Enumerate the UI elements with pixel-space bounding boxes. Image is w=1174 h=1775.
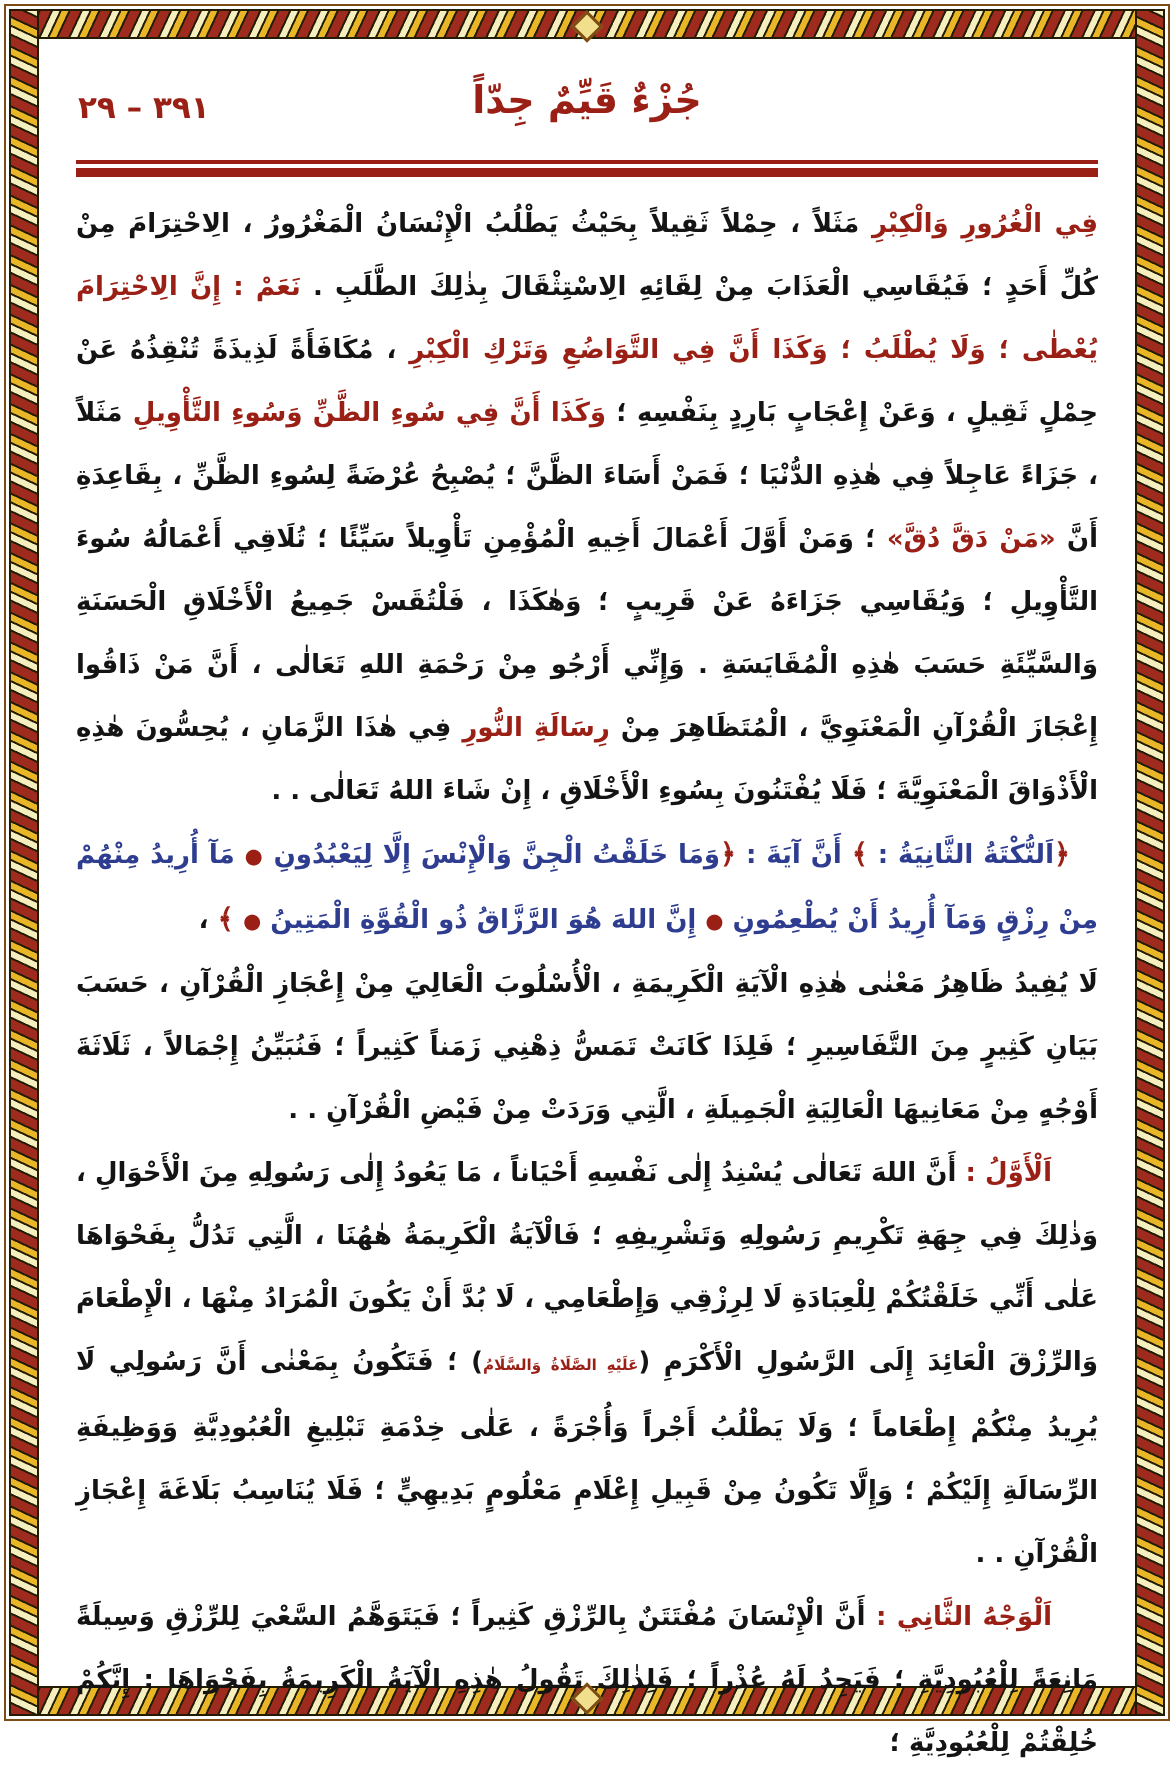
text-segment: إِنَّ اللهَ هُوَ الرَّزَّاقُ ذُو الْقُوَّةِ الْمَتِينُ [261, 905, 706, 935]
paragraph-second-point-verse [76, 823, 1098, 953]
text-segment: ، مُكَافَأَةً لَذِيذَةً تُنْقِذُهُ عَنْ حِمْلٍ ثَقِيلٍ ، وَعَنْ إِعْجَابٍ بَارِدٍ بِنَفْسِهِ ؛ [76, 335, 1098, 428]
text-segment: اَلْأَوَّلُ : [956, 1158, 1053, 1188]
text-segment: وَكَذَا أَنَّ فِي سُوءِ الظَّنِّ وَسُوءِ التَّأْوِيلِ [132, 398, 607, 428]
paragraph-pride-and-arrogance [76, 193, 1098, 823]
body-text [76, 193, 1098, 1775]
page-header [76, 68, 1098, 152]
text-segment: مَثَلاً ، جَزَاءً عَاجِلاً فِي هٰذِهِ الدُّنْيَا ؛ فَمَنْ أَسَاءَ الظَّنَّ ؛ يُصْبِحُ عُرْضَةً لِسُوءِ الظَّنِّ ، بِقَاعِدَةِ أَنَّ [76, 398, 1099, 554]
text-segment: نَعَمْ : إِنَّ الِاحْتِرَامَ يُعْطٰى ؛ وَلَا يُطْلَبُ ؛ وَكَذَا أَنَّ فِي التَّوَاضُعِ وَتَرْكِ الْكِبْرِ [76, 272, 1098, 365]
text-segment: أَنَّ آيَةَ : [736, 840, 852, 870]
ornate-close-bracket-icon: ﴾ [851, 839, 868, 870]
paragraph-second-aspect [76, 1586, 1098, 1775]
ornate-close-bracket-icon: ﴾ [217, 904, 244, 935]
text-segment: أَنَّ الْإِنْسَانَ مُفْتَتَنٌ بِالرِّزْقِ كَثِيراً ؛ فَيَتَوَهَّمُ السَّعْيَ لِلرِّزْقِ وَسِيلَةً مَانِعَةً لِلْعُبُودِيَّةِ ؛ فَيَجِدُ لَهُ عُذْراً ؛ فَلِذٰلِكَ تَقُولُ هٰذِهِ الْآيَةُ الْكَرِيمَةُ بِفَحْوَاهَا : إِنَّكُمْ خُلِقْتُمْ لِلْعُبُودِيَّةِ ؛ [76, 1602, 1098, 1758]
page-title: جُزْءٌ قَيِّمٌ جِدّاً [472, 78, 702, 122]
page-number: ٣٩١ – ٢٩ [78, 90, 210, 126]
text-segment: مَآ أُرِيدُ مِنْهُمْ مِنْ رِزْقٍ وَمَآ أُرِيدُ أَنْ يُطْعِمُونِ [76, 840, 1098, 935]
paragraph-first-aspect [76, 1142, 1098, 1586]
text-segment: ) ؛ فَتَكُونُ بِمَعْنٰى أَنَّ رَسُولِي لَا يُرِيدُ مِنْكُمْ إِطْعَاماً ؛ وَلَا يَطْلُبُ أَجْراً وَأُجْرَةً ، عَلٰى خِدْمَةِ تَبْلِيغِ الْعُبُودِيَّةِ وَوَظِيفَةِ الرِّسَالَةِ إِلَيْكُمْ ؛ وَإِلَّا تَكُونُ مِنْ قَبِيلِ إِعْلَامِ مَعْلُومٍ بَدِيهِيٍّ ؛ فَلَا يُنَاسِبُ بَلَاغَةَ إِعْجَازِ الْقُرْآنِ . . [76, 1347, 1098, 1569]
text-segment: مَثَلاً ، حِمْلاً ثَقِيلاً بِحَيْثُ يَطْلُبُ الْإِنْسَانُ الْمَغْرُورُ ، الِاحْتِرَامَ مِنْ كُلِّ أَحَدٍ ؛ فَيُقَاسِي الْعَذَابَ مِنْ لِقَائِهِ الِاسْتِثْقَالَ بِذٰلِكَ الطَّلَبِ . [76, 209, 1098, 302]
frame-border-left [9, 9, 39, 1716]
header-divider-thin-line [76, 160, 1098, 164]
frame-border-right [1135, 9, 1165, 1716]
header-divider [76, 160, 1098, 177]
text-segment: لَا يُفِيدُ ظَاهِرُ مَعْنٰى هٰذِهِ الْآيَةِ الْكَرِيمَةِ ، الْأُسْلُوبَ الْعَالِيَ مِنْ إِعْجَازِ الْقُرْآنِ ، حَسَبَ بَيَانِ كَثِيرٍ مِنَ التَّفَاسِيرِ ؛ فَلِذَا كَانَتْ تَمَسُّ ذِهْنِي زَمَناً كَثِيراً ؛ فَنُبَيِّنُ إِجْمَالاً ، ثَلَاثَةَ أَوْجُهٍ مِنْ مَعَانِيهَا الْعَالِيَةِ الْجَمِيلَةِ ، الَّتِي وَرَدَتْ مِنْ فَيْضِ الْقُرْآنِ . . [76, 969, 1098, 1125]
text-segment: رِسَالَةِ النُّورِ [462, 713, 610, 743]
text-segment: وَمَا خَلَقْتُ الْجِنَّ وَالْإِنْسَ إِلَّا لِيَعْبُدُونِ [263, 840, 721, 870]
ornate-open-bracket-icon: ﴿ [1053, 839, 1070, 870]
salawat-seal: عَلَيْهِ الصَّلَاةُ وَالسَّلَامُ [483, 1356, 639, 1374]
ayah-rosette-icon: ● [243, 844, 264, 868]
page-content [76, 68, 1099, 1758]
ayah-rosette-icon: ● [705, 909, 724, 933]
text-segment: اَلنُّكْتَةُ الثَّانِيَةُ : [867, 840, 1054, 870]
ornate-open-bracket-icon: ﴿ [720, 839, 737, 870]
text-segment: ، [198, 905, 218, 935]
text-segment: فِي هٰذَا الزَّمَانِ ، يُحِسُّونَ هٰذِهِ الْأَذْوَاقَ الْمَعْنَوِيَّةَ ؛ فَلَا يُفْتَنُونَ بِسُوءِ الْأَخْلَاقِ ، إِنْ شَاءَ اللهُ تَعَالٰى . . [76, 713, 1098, 806]
text-segment: ؛ وَمَنْ أَوَّلَ أَعْمَالَ أَخِيهِ الْمُؤْمِنِ تَأْوِيلاً سَيِّئًا ؛ تُلَاقِي أَعْمَالُهُ سُوءَ التَّأْوِيلِ ؛ وَيُقَاسِي جَزَاءَهُ عَنْ قَرِيبٍ ؛ وَهٰكَذَا ، فَلْتُقَسْ جَمِيعُ الْأَخْلَاقِ الْحَسَنَةِ وَالسَّيِّئَةِ حَسَبَ هٰذِهِ الْمُقَايَسَةِ . وَإِنِّي أَرْجُو مِنْ رَحْمَةِ اللهِ تَعَالٰى ، أَنَّ مَنْ ذَاقُوا إِعْجَازَ الْقُرْآنِ الْمَعْنَوِيَّ ، الْمُتَظَاهِرَ مِنْ [76, 524, 1098, 743]
text-segment: «مَنْ دَقَّ دُقَّ» [886, 524, 1056, 554]
text-segment: أَنَّ اللهَ تَعَالٰى يُسْنِدُ إِلٰى نَفْسِهِ أَحْيَاناً ، مَا يَعُودُ إِلٰى رَسُولِهِ مِنَ الْأَحْوَالِ ، وَذٰلِكَ فِي جِهَةِ تَكْرِيمِ رَسُولِهِ وَتَشْرِيفِهِ ؛ فَالْآيَةُ الْكَرِيمَةُ هٰهُنَا ، الَّتِي تَدُلُّ بِفَحْوَاهَا عَلٰى أَنِّي خَلَقْتُكُمْ لِلْعِبَادَةِ لَا لِرِزْقِي وَإِطْعَامِي ، لَا بُدَّ أَنْ يَكُونَ الْمُرَادُ مِنْهَا ، الْإِطْعَامَ وَالرِّزْقَ الْعَائِدَ إِلَى الرَّسُولِ الْأَكْرَمِ ( [76, 1158, 1099, 1377]
ayah-rosette-icon: ● [243, 909, 262, 933]
header-divider-thick-line [76, 168, 1098, 177]
text-segment: اَلْوَجْهُ الثَّانِي : [865, 1602, 1052, 1632]
text-segment: فِي الْغُرُورِ وَالْكِبْرِ [871, 209, 1098, 239]
paragraph-verse-meaning [76, 953, 1098, 1142]
